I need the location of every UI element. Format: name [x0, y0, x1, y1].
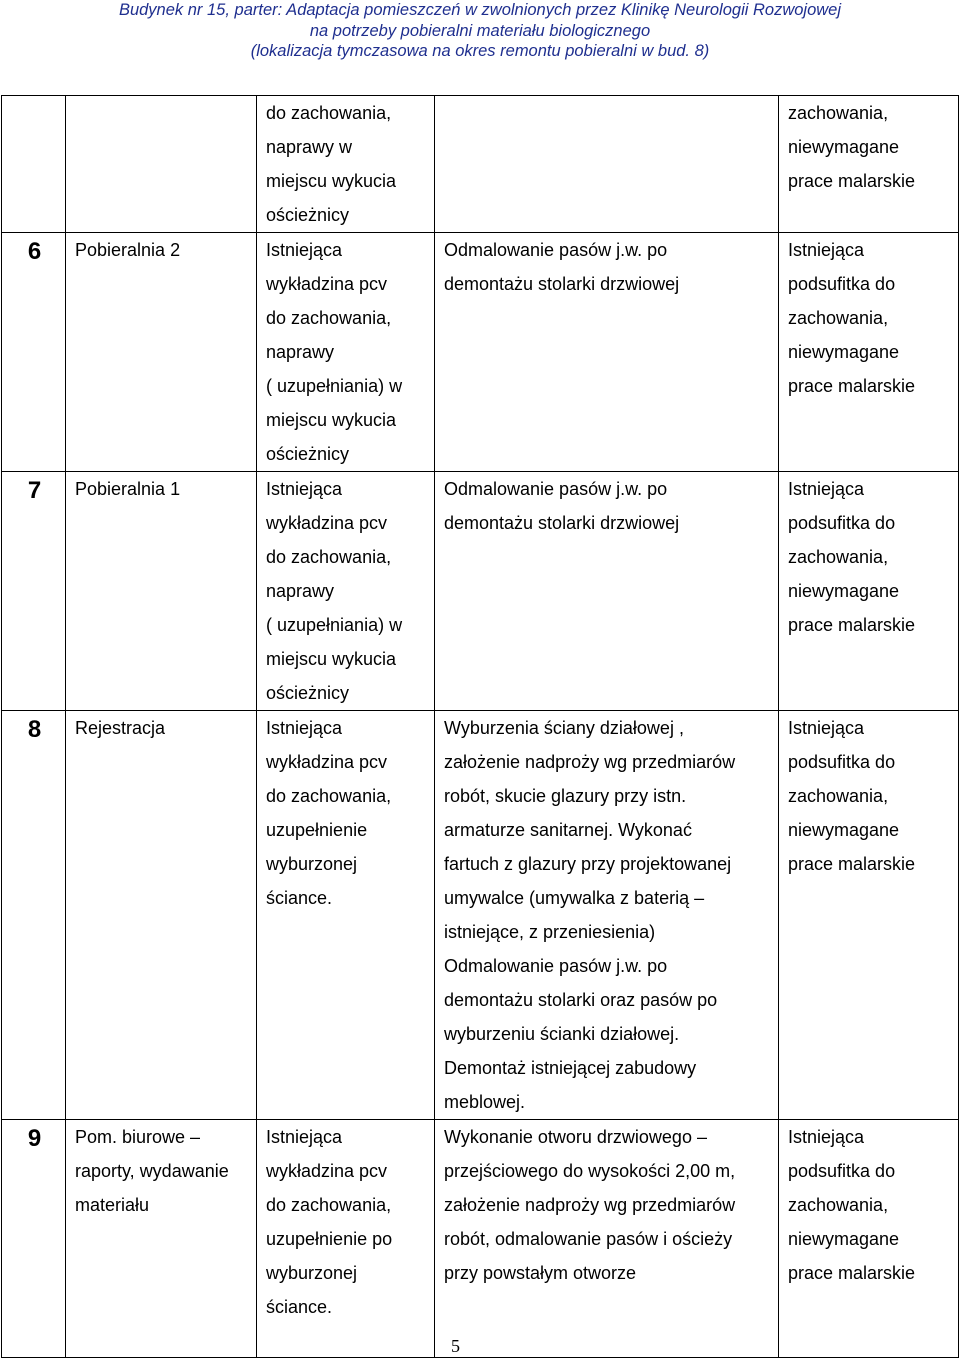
walls-line: robót, skucie glazury przy istn. [444, 786, 687, 806]
table-row [2, 96, 959, 233]
ceiling-cell [779, 711, 959, 1120]
floor-cell [257, 472, 435, 711]
floor-line: ściance. [266, 1297, 333, 1317]
room-name-line: Pom. biurowe – [75, 1127, 201, 1147]
table-row [2, 1120, 959, 1358]
document-header [0, 0, 960, 62]
walls-line: Odmalowanie pasów j.w. po [444, 479, 668, 499]
row-number-text: 9 [27, 1125, 42, 1152]
ceiling-line: niewymagane [788, 137, 900, 157]
table-row [2, 472, 959, 711]
walls-line: Odmalowanie pasów j.w. po [444, 240, 668, 260]
floor-line: wyburzonej [266, 1263, 358, 1283]
ceiling-cell [779, 1120, 959, 1358]
room-name-line: materiału [75, 1195, 150, 1215]
floor-line: Istniejąca [266, 479, 343, 499]
row-number-text: 8 [27, 716, 42, 743]
row-number-text [2, 96, 65, 98]
ceiling-line: podsufitka do [788, 1161, 896, 1181]
row-number [2, 711, 66, 1120]
ceiling-line: zachowania, [788, 547, 889, 567]
renovation-table [1, 95, 959, 1358]
floor-line: uzupełnienie po [266, 1229, 393, 1249]
ceiling-line: prace malarskie [788, 1263, 916, 1283]
walls-line: demontażu stolarki oraz pasów po [444, 990, 718, 1010]
walls-line: istniejące, z przeniesienia) [444, 922, 656, 942]
room-name-cell [66, 472, 257, 711]
floor-cell [257, 711, 435, 1120]
header-line-3: (lokalizacja tymczasowa na okres remontu pobieralni w bud. 8) [250, 42, 710, 60]
ceiling-line: podsufitka do [788, 752, 896, 772]
ceiling-line: Istniejąca [788, 240, 865, 260]
ceiling-line: zachowania, [788, 1195, 889, 1215]
floor-line: ościeżnicy [266, 683, 350, 703]
room-name-cell [66, 96, 257, 233]
table-row [2, 233, 959, 472]
ceiling-line: Istniejąca [788, 718, 865, 738]
ceiling-line: podsufitka do [788, 513, 896, 533]
walls-line: robót, odmalowanie pasów i ościeży [444, 1229, 733, 1249]
floor-cell [257, 96, 435, 233]
room-name-line: Pobieralnia 2 [75, 240, 181, 260]
walls-cell [435, 233, 779, 472]
floor-line: ( uzupełniania) w [266, 615, 403, 635]
page-number: 5 [451, 1336, 460, 1356]
ceiling-line: niewymagane [788, 820, 900, 840]
walls-cell [435, 1120, 779, 1358]
room-name-cell [66, 1120, 257, 1358]
ceiling-line: Istniejąca [788, 1127, 865, 1147]
floor-line: wykładzina pcv [266, 274, 388, 294]
row-number-text: 7 [27, 477, 42, 504]
floor-line: Istniejąca [266, 718, 343, 738]
ceiling-line: niewymagane [788, 342, 900, 362]
floor-line: wykładzina pcv [266, 513, 388, 533]
walls-line: przy powstałym otworze [444, 1263, 637, 1283]
ceiling-line: niewymagane [788, 1229, 900, 1249]
row-number [2, 96, 66, 233]
floor-line: naprawy w [266, 137, 353, 157]
walls-line: meblowej. [444, 1092, 526, 1112]
row-number-text: 6 [27, 238, 42, 265]
row-number [2, 1120, 66, 1358]
floor-cell [257, 1120, 435, 1358]
floor-line: wyburzonej [266, 854, 358, 874]
walls-line: fartuch z glazury przy projektowanej [444, 854, 732, 874]
header-line-1: Budynek nr 15, parter: Adaptacja pomieszczeń w zwolnionych przez Klinikę Neurologii Rozwojowej [118, 1, 842, 19]
walls-line: demontażu stolarki drzwiowej [444, 274, 680, 294]
room-name-cell [66, 711, 257, 1120]
row-number [2, 472, 66, 711]
header-line-2: na potrzeby pobieralni materiału biologicznego [309, 21, 651, 40]
floor-line: do zachowania, [266, 786, 392, 806]
walls-line: Wykonanie otworu drzwiowego – [444, 1127, 707, 1147]
floor-line: ( uzupełniania) w [266, 376, 403, 396]
walls-line: demontażu stolarki drzwiowej [444, 513, 680, 533]
floor-line: Istniejąca [266, 240, 343, 260]
ceiling-line: podsufitka do [788, 274, 896, 294]
ceiling-line: zachowania, [788, 786, 889, 806]
room-name-line: Pobieralnia 1 [75, 479, 181, 499]
walls-line: założenie nadproży wg przedmiarów [444, 752, 736, 772]
walls-line: armaturze sanitarnej. Wykonać [444, 820, 692, 840]
floor-line: Istniejąca [266, 1127, 343, 1147]
ceiling-cell [779, 233, 959, 472]
row-number [2, 233, 66, 472]
floor-line: miejscu wykucia [266, 649, 397, 669]
room-name-line: Rejestracja [75, 718, 166, 738]
ceiling-line: prace malarskie [788, 376, 916, 396]
floor-line: ościeżnicy [266, 444, 350, 464]
floor-line: do zachowania, [266, 1195, 392, 1215]
floor-line: uzupełnienie [266, 820, 368, 840]
walls-line: założenie nadproży wg przedmiarów [444, 1195, 736, 1215]
walls-cell [435, 96, 779, 233]
walls-line: wyburzeniu ścianki działowej. [444, 1024, 680, 1044]
table-row [2, 711, 959, 1120]
floor-line: wykładzina pcv [266, 752, 388, 772]
ceiling-line: prace malarskie [788, 615, 916, 635]
room-name-line: raporty, wydawanie [75, 1161, 229, 1181]
ceiling-line: zachowania, [788, 308, 889, 328]
floor-line: ściance. [266, 888, 333, 908]
walls-line: przejściowego do wysokości 2,00 m, [444, 1161, 736, 1181]
ceiling-cell [779, 96, 959, 233]
ceiling-line: zachowania, [788, 103, 889, 123]
walls-cell [435, 472, 779, 711]
floor-line: naprawy [266, 581, 335, 601]
ceiling-line: Istniejąca [788, 479, 865, 499]
floor-cell [257, 233, 435, 472]
walls-cell [435, 711, 779, 1120]
walls-line: Odmalowanie pasów j.w. po [444, 956, 668, 976]
ceiling-line: niewymagane [788, 581, 900, 601]
room-name-cell [66, 233, 257, 472]
ceiling-cell [779, 472, 959, 711]
walls-line: Demontaż istniejącej zabudowy [444, 1058, 697, 1078]
floor-line: ościeżnicy [266, 205, 350, 225]
table-body [2, 96, 959, 1358]
floor-line: do zachowania, [266, 308, 392, 328]
floor-line: wykładzina pcv [266, 1161, 388, 1181]
walls-line: Wyburzenia ściany działowej , [444, 718, 684, 738]
floor-line: miejscu wykucia [266, 410, 397, 430]
ceiling-line: prace malarskie [788, 171, 916, 191]
ceiling-line: prace malarskie [788, 854, 916, 874]
floor-line: miejscu wykucia [266, 171, 397, 191]
floor-line: do zachowania, [266, 103, 392, 123]
walls-line: umywalce (umywalka z baterią – [444, 888, 705, 908]
floor-line: naprawy [266, 342, 335, 362]
floor-line: do zachowania, [266, 547, 392, 567]
